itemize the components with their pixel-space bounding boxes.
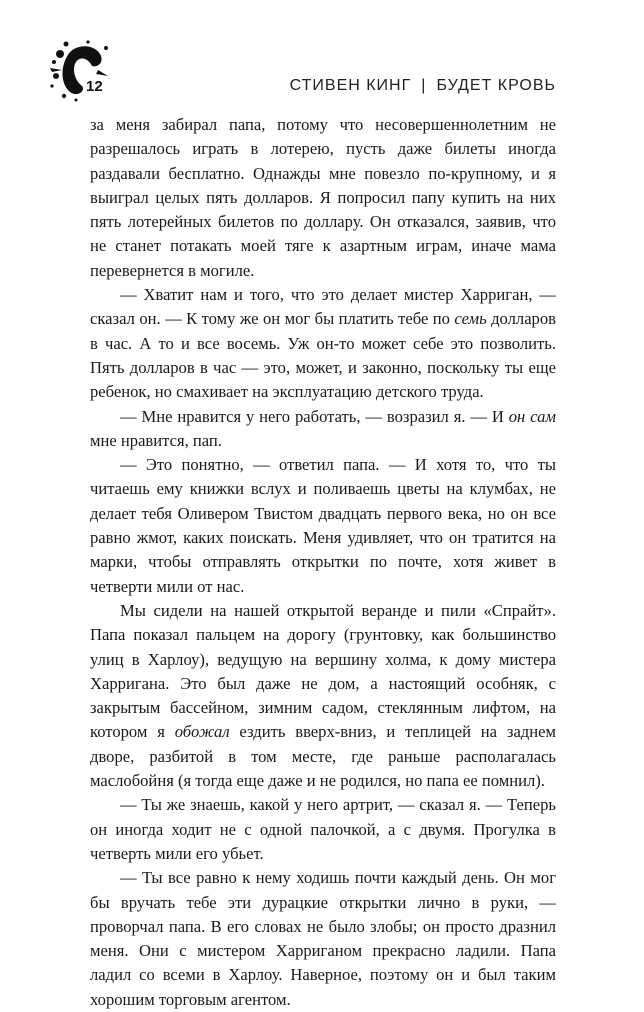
- paragraph: [90, 866, 556, 1012]
- italic-text: обожал: [174, 722, 230, 742]
- page-header: [0, 0, 644, 110]
- author-name: СТИВЕН КИНГ: [289, 77, 412, 94]
- page-number: 12: [86, 78, 103, 95]
- italic-text: он сам: [508, 406, 556, 426]
- text-run: — Мне нравится у него работать, — возразил я. — И: [120, 406, 509, 426]
- paragraph: [90, 599, 556, 793]
- text-run: — Хватит нам и того, что это делает мистер Харриган, — сказал он. — К тому же он мог бы платить тебе по: [90, 285, 556, 329]
- text-run: долларов в час. А то и все восемь. Уж он-то может себе это позволить. Пять долларов в час — это, может, и законно, поскольку ты еще ребенок, но смахивает на эксплуатацию детского труда.: [90, 309, 556, 402]
- italic-text: семь: [454, 309, 487, 329]
- text-run: — Ты же знаешь, какой у него артрит, — сказал я. — Теперь он иногда ходит не с одной палочкой, а с двумя. Прогулка в четверть мили его убьет.: [90, 795, 556, 863]
- text-run: ездить вверх-вниз, и теплицей на заднем дворе, разбитой в том месте, где раньше располагалась маслобойня (я тогда еще даже и не родился, но папа ее помнил).: [90, 722, 556, 791]
- running-head-separator: |: [421, 77, 427, 94]
- paragraph: [90, 405, 556, 454]
- book-title: БУДЕТ КРОВЬ: [436, 77, 556, 94]
- text-run: Мы сидели на нашей открытой веранде и пили «Спрайт». Папа показал пальцем на дорогу (грунтовку, как большинство улиц в Харлоу), ведущую на вершину холма, к дому мистера Харригана. Это был даже не дом, а настоящий особняк, с закрытым бассейном, зимним садом, стеклянным лифтом, на котором я: [90, 600, 556, 742]
- text-run: мне нравится, пап.: [90, 430, 222, 450]
- paragraph: [90, 453, 556, 599]
- paragraph: [90, 283, 556, 404]
- text-run: — Это понятно, — ответил папа. — И хотя то, что ты читаешь ему книжки вслух и поливаешь цветы на клумбах, не делает тебя Оливером Твистом двадцать первого века, но он все равно жмот, каких поискать. Меня удивляет, что он тратится на марки, чтобы отправлять открытки по почте, хотя живет в четверти мили от нас.: [90, 455, 556, 596]
- body-text: [90, 113, 556, 1012]
- text-run: за меня забирал папа, потому что несовершеннолетним не разрешалось играть в лотерею, пусть даже билеты иногда раздавали бесплатно. Однажды мне повезло по-крупному, и я выиграл целых пять долларов. Я попросил папу купить на них пять лотерейных билетов по доллару. Он отказался, заявив, что не станет потакать моей тяге к азартным играм, иначе мама перевернется в могиле.: [90, 115, 556, 280]
- paragraph: [90, 113, 556, 283]
- text-run: — Ты все равно к нему ходишь почти каждый день. Он мог бы вручать тебе эти дурацкие открытки лично в руки, — проворчал папа. В его словах не было злобы; он просто дразнил меня. Они с мистером Харриганом прекрасно ладили. Папа ладил со всеми в Харлоу. Наверное, поэтому он и был таким хорошим торговым агентом.: [90, 868, 556, 1009]
- running-head: [290, 77, 556, 95]
- paragraph: [90, 793, 556, 866]
